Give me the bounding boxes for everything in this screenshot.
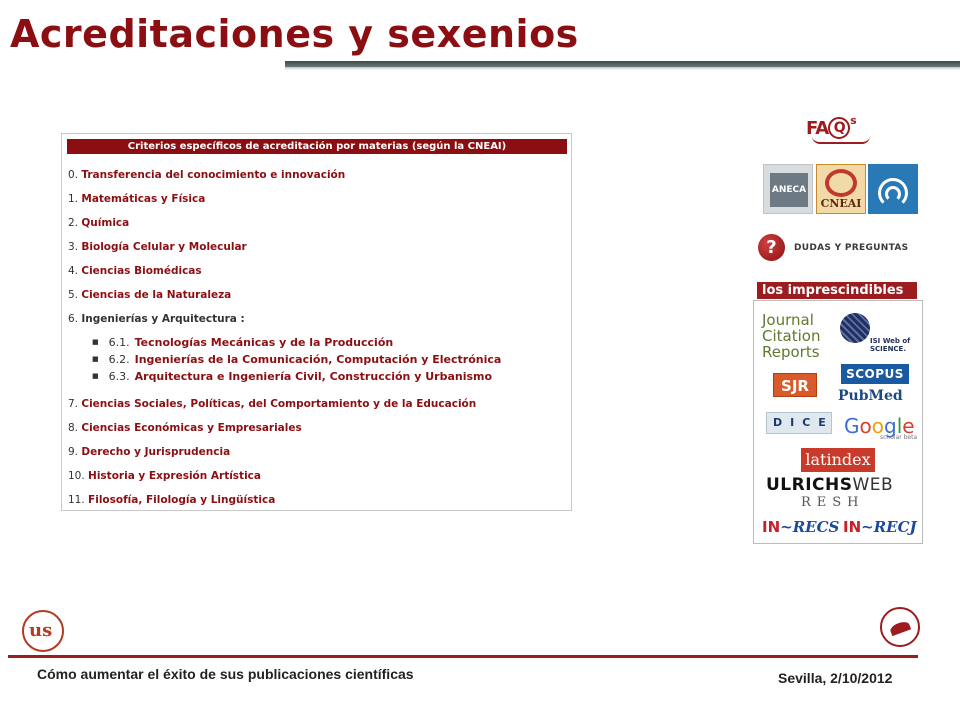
criteria-item[interactable]: 9. Derecho y Jurisprudencia: [68, 446, 231, 458]
google-scholar-sublabel: scholar beta: [880, 434, 918, 441]
faqs-logo[interactable]: FA Q $^s$: [806, 114, 856, 139]
in-recs-logo[interactable]: IN~RECS: [762, 518, 840, 536]
globe-icon: [840, 313, 870, 343]
criteria-item[interactable]: 3. Biología Celular y Molecular: [68, 241, 247, 253]
criteria-item[interactable]: 2. Química: [68, 217, 130, 229]
pubmed-logo[interactable]: PubMed: [838, 388, 903, 404]
page-title: Acreditaciones y sexenios: [10, 12, 579, 56]
jcr-logo[interactable]: Journal Citation Reports: [762, 311, 821, 361]
latindex-logo[interactable]: latindex: [801, 448, 875, 472]
criteria-item[interactable]: 11. Filosofía, Filología y Lingüística: [68, 494, 276, 506]
junta-andalucia-logo[interactable]: [868, 164, 918, 214]
imprescindibles-header: los imprescindibles: [757, 282, 917, 299]
resh-logo[interactable]: RESH: [801, 495, 865, 510]
footer-date: Sevilla, 2/10/2012: [778, 670, 893, 686]
web-of-science-logo[interactable]: ISI Web of SCIENCE.: [838, 313, 918, 358]
criteria-box: [61, 133, 572, 511]
criteria-subitem[interactable]: ■ 6.3. Arquitectura e Ingeniería Civil, Construcción y Urbanismo: [92, 370, 493, 383]
biblioteca-logo: [880, 607, 920, 647]
criteria-header: Criterios específicos de acreditación por materias (según la CNEAI): [67, 139, 567, 154]
footer-rule: [8, 655, 918, 658]
criteria-item[interactable]: 8. Ciencias Económicas y Empresariales: [68, 422, 302, 434]
dice-logo[interactable]: DICE: [766, 412, 832, 434]
criteria-item[interactable]: 5. Ciencias de la Naturaleza: [68, 289, 232, 301]
footer-presentation-title: Cómo aumentar el éxito de sus publicaciones científicas: [37, 666, 414, 682]
doubts-link[interactable]: DUDAS Y PREGUNTAS: [794, 243, 909, 253]
criteria-subitem[interactable]: ■ 6.1. Tecnologías Mecánicas y de la Producción: [92, 336, 394, 349]
criteria-item[interactable]: 7. Ciencias Sociales, Políticas, del Comportamiento y de la Educación: [68, 398, 477, 410]
faqs-swoosh: [812, 136, 870, 144]
criteria-subitem[interactable]: ■ 6.2. Ingenierías de la Comunicación, Computación y Electrónica: [92, 353, 502, 366]
criteria-item[interactable]: 10. Historia y Expresión Artística: [68, 470, 261, 482]
criteria-item[interactable]: 4. Ciencias Biomédicas: [68, 265, 202, 277]
cneai-logo[interactable]: CNEAI: [816, 164, 866, 214]
google-scholar-logo[interactable]: Google: [844, 414, 915, 438]
universidad-sevilla-logo: us: [22, 610, 64, 652]
title-rule-shadow: [285, 67, 960, 70]
criteria-item[interactable]: 1. Matemáticas y Física: [68, 193, 206, 205]
question-icon[interactable]: ?: [758, 234, 785, 261]
criteria-item: 6. Ingenierías y Arquitectura :: [68, 313, 245, 325]
criteria-item[interactable]: 0. Transferencia del conocimiento e innovación: [68, 169, 346, 181]
ulrichsweb-logo[interactable]: ULRICHSWEB: [766, 475, 894, 495]
in-recj-logo[interactable]: IN~RECJ: [843, 518, 917, 536]
scopus-logo[interactable]: SCOPUS: [841, 364, 909, 384]
sjr-logo[interactable]: SJR: [773, 373, 817, 397]
aneca-logo[interactable]: ANECA: [763, 164, 813, 214]
